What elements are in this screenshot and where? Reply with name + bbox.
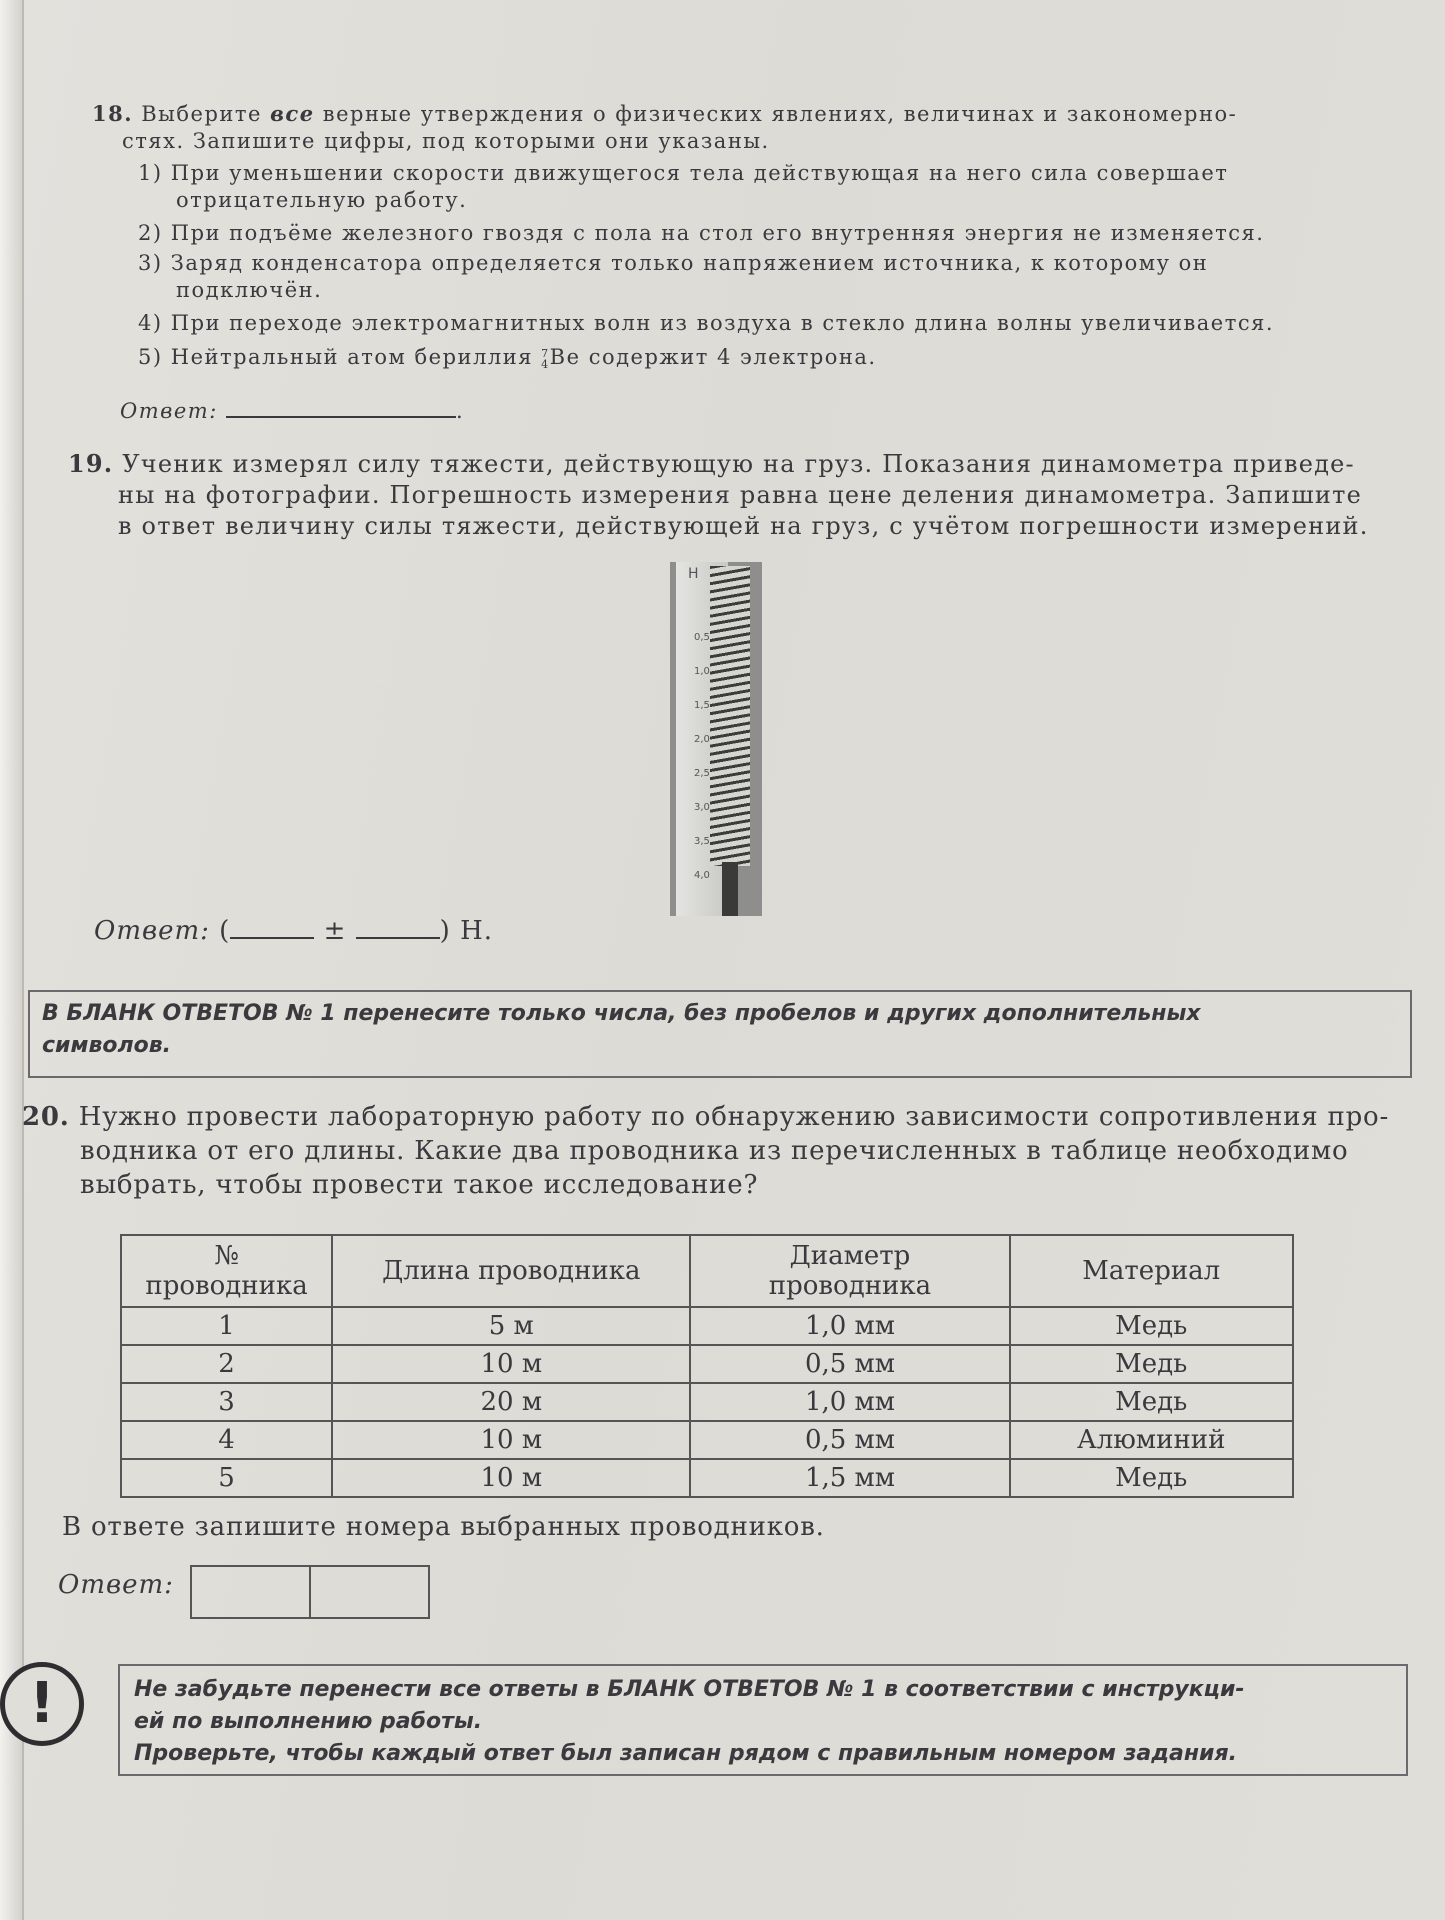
cell-material: Медь: [1010, 1307, 1294, 1345]
answer-blank[interactable]: [226, 416, 456, 418]
mass-number: 7: [541, 346, 550, 360]
cell-diameter: 0,5 мм: [690, 1345, 1009, 1383]
option-text: При уменьшении скорости движущегося тела действующая на него сила совершает: [170, 161, 1229, 185]
page-binding-edge: [0, 0, 22, 1920]
answer-cell-2[interactable]: [309, 1565, 430, 1619]
answer-label: Ответ:: [120, 399, 218, 423]
table-header-row: [121, 1235, 1293, 1307]
scale-tick: 1,0: [694, 666, 710, 677]
notice-reminder-box: [118, 1664, 1408, 1776]
question-20: [22, 1100, 1422, 1202]
table-row: [121, 1307, 1293, 1345]
cell-diameter: 0,5 мм: [690, 1421, 1009, 1459]
option-text: содержит 4 электрона.: [588, 345, 877, 369]
spring-icon: [710, 566, 750, 866]
header-diameter: Диаметр проводника: [690, 1235, 1009, 1307]
question-text: Ученик измерял силу тяжести, действующую на груз. Показания динамометра приведе-: [122, 450, 1355, 478]
option-number: 3): [138, 251, 163, 275]
option-2: [138, 220, 1388, 250]
option-number: 2): [138, 221, 163, 245]
question-19: [68, 448, 1408, 542]
table-row: [121, 1345, 1293, 1383]
answer-cell-1[interactable]: [190, 1565, 311, 1619]
option-number: 1): [138, 161, 163, 185]
element-symbol: Be: [549, 345, 581, 369]
answer-label: Ответ:: [94, 916, 210, 946]
question-text: ны на фотографии. Погрешность измерения равна цене деления динамометра. Запишите: [118, 481, 1362, 509]
answer-label: Ответ:: [58, 1570, 174, 1600]
question-20-answer: [58, 1570, 174, 1600]
dynamometer-photo: [670, 562, 762, 916]
cell-number: 4: [121, 1421, 332, 1459]
cell-length: 10 м: [332, 1459, 690, 1497]
intro-text: стях. Запишите цифры, под которыми они указаны.: [122, 129, 770, 153]
table-row: [121, 1421, 1293, 1459]
header-number: № проводника: [121, 1235, 332, 1307]
notice-text: В БЛАНК ОТВЕТОВ № 1 перенесите только числа, без пробелов и других дополнительных: [42, 1001, 1201, 1026]
option-4: [138, 310, 1388, 344]
pointer-hook-icon: [722, 862, 738, 916]
scale-tick: 2,0: [694, 734, 710, 745]
cell-length: 10 м: [332, 1345, 690, 1383]
cell-number: 1: [121, 1307, 332, 1345]
answer-end: .: [455, 399, 465, 423]
question-text: выбрать, чтобы провести такое исследование?: [80, 1170, 759, 1200]
question-20-instruction: В ответе запишите номера выбранных проводников.: [62, 1512, 825, 1542]
scale-tick: 0,5: [694, 632, 710, 643]
exclamation-icon: !: [0, 1662, 84, 1746]
notice-text: ей по выполнению работы.: [134, 1709, 483, 1734]
scale-tick: 1,5: [694, 700, 710, 711]
notice-text: Проверьте, чтобы каждый ответ был записан рядом с правильным номером задания.: [134, 1741, 1237, 1766]
cell-length: 20 м: [332, 1383, 690, 1421]
scale-tick: 4,0: [694, 870, 710, 881]
option-text: При подъёме железного гвоздя с пола на стол его внутренняя энергия не изменяется.: [170, 221, 1265, 245]
notice-text: символов.: [42, 1033, 171, 1058]
scale-tick: 3,5: [694, 836, 710, 847]
cell-material: Медь: [1010, 1345, 1294, 1383]
cell-length: 10 м: [332, 1421, 690, 1459]
option-text: Заряд конденсатора определяется только напряжением источника, к которому он: [170, 251, 1209, 275]
answer-error-blank[interactable]: [356, 937, 440, 939]
table-row: [121, 1383, 1293, 1421]
cell-diameter: 1,0 мм: [690, 1383, 1009, 1421]
table-row: [121, 1459, 1293, 1497]
intro-text: Выберите: [141, 102, 262, 126]
cell-diameter: 1,0 мм: [690, 1307, 1009, 1345]
header-length: Длина проводника: [332, 1235, 690, 1307]
option-5: [138, 344, 1388, 378]
option-text: Нейтральный атом бериллия: [170, 345, 533, 369]
question-20-line: [22, 1100, 1422, 1134]
answer-paren: (: [219, 916, 231, 946]
intro-emphasis: все: [270, 101, 315, 126]
option-1: [138, 160, 1388, 212]
header-material: Материал: [1010, 1235, 1294, 1307]
isotope-notation: [541, 348, 550, 370]
question-number: 19.: [68, 449, 114, 478]
question-text: в ответ величину силы тяжести, действующей на груз, с учётом погрешности измерений.: [118, 512, 1369, 540]
question-text: Нужно провести лабораторную работу по обнаружению зависимости сопротивления про-: [78, 1102, 1390, 1132]
question-18-answer: [120, 398, 464, 425]
question-18-intro: [92, 100, 1392, 128]
cell-diameter: 1,5 мм: [690, 1459, 1009, 1497]
option-number: 5): [138, 345, 163, 369]
question-number: 18.: [92, 101, 134, 126]
option-text: подключён.: [176, 278, 323, 302]
question-19-answer: [94, 916, 493, 946]
intro-text: верные утверждения о физических явлениях, величинах и закономерно-: [322, 102, 1238, 126]
option-text: отрицательную работу.: [176, 188, 468, 212]
question-18: [92, 100, 1392, 155]
cell-number: 5: [121, 1459, 332, 1497]
notice-transfer-box: [28, 990, 1412, 1078]
answer-value-blank[interactable]: [230, 937, 314, 939]
conductor-table: [120, 1234, 1294, 1498]
plus-minus: ±: [323, 916, 347, 946]
cell-material: Алюминий: [1010, 1421, 1294, 1459]
scale-tick: 2,5: [694, 768, 710, 779]
option-number: 4): [138, 311, 163, 335]
cell-length: 5 м: [332, 1307, 690, 1345]
question-19-line: [68, 448, 1408, 480]
question-number: 20.: [22, 1102, 70, 1132]
option-text: При переходе электромагнитных волн из воздуха в стекло длина волны увеличивается.: [170, 311, 1275, 335]
cell-number: 2: [121, 1345, 332, 1383]
atomic-number: 4: [541, 357, 550, 371]
question-text: водника от его длины. Какие два проводника из перечисленных в таблице необходимо: [80, 1136, 1349, 1166]
answer-unit: ) Н.: [439, 916, 494, 946]
option-3: [138, 250, 1388, 304]
cell-material: Медь: [1010, 1383, 1294, 1421]
question-18-options: [138, 160, 1388, 378]
cell-material: Медь: [1010, 1459, 1294, 1497]
notice-text: Не забудьте перенести все ответы в БЛАНК ОТВЕТОВ № 1 в соответствии с инструкци-: [134, 1677, 1245, 1702]
scale-tick: 3,0: [694, 802, 710, 813]
cell-number: 3: [121, 1383, 332, 1421]
scale-unit: Н: [688, 566, 699, 582]
